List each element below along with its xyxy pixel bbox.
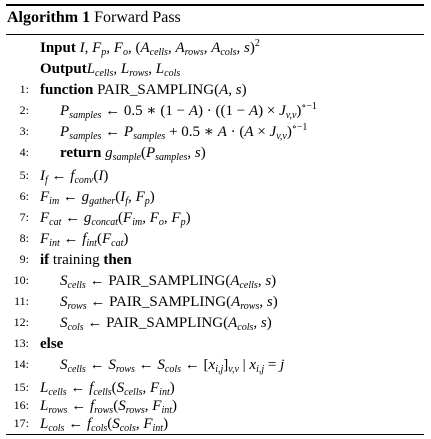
title-rule: [6, 34, 424, 35]
algorithm-line-6: 6: $F_{im}$ ← $g_{gather}(I_f$, $F_p$): [0, 186, 431, 210]
input-line: Input I, $F_p$, $F_o$, ($A_{cells}$, $A_{rows}$, $A_{cols}$, s)$^2$: [40, 38, 260, 58]
line-number: 6:: [19, 189, 29, 203]
algorithm-line-8: 8: $F_{int}$ ← $f_{int}(F_{cat})$: [0, 228, 431, 252]
algorithm-line-11: 11: $S_{rows}$ ← $PAIR\_SAMPLING(A_{rows}$, s): [0, 291, 431, 315]
line-number: 9:: [19, 252, 29, 266]
algorithm-line-16: 16: $L_{rows}$ ← $f_{rows}(S_{rows}$, $F_{int}$): [0, 395, 431, 419]
line-number: 2:: [19, 103, 29, 117]
algorithm-line-2: 2: $P_{samples}$ ← 0.5 ∗ $(1 - A) \cdot ((1 - A) \times J_{v,v})^{\circ-1}$: [0, 100, 431, 124]
algorithm-name: Forward Pass: [94, 9, 181, 26]
algorithm-label: Algorithm 1: [7, 9, 91, 26]
line-number: 10:: [13, 273, 29, 287]
algorithm-line-9: 9: if training then: [0, 249, 431, 273]
line-number: 5:: [19, 168, 29, 182]
algorithm-line-5: 5: $I_f$ ← $f_{conv}(I)$: [0, 165, 431, 189]
line-number: 1:: [19, 82, 29, 96]
line-number: 12:: [13, 315, 29, 329]
line-number: 7:: [19, 210, 29, 224]
top-rule: [6, 4, 424, 6]
algorithm-line-14: 14: $S_{cells}$ ← $S_{rows}$ ← $S_{cols}$ ← $[x_{i,j}]_{v,v}$ | $x_{i,j} = j$: [0, 354, 431, 378]
algorithm-line-4: 4: return $g_{sample}(P_{samples}$, s): [0, 142, 431, 166]
line-number: 4:: [19, 145, 29, 159]
algorithm-line-7: 7: $F_{cat}$ ← $g_{concat}(F_{im}$, $F_o$, $F_p$): [0, 207, 431, 231]
algorithm-line-17: 17: $L_{cols}$ ← $f_{cols}(S_{cols}$, $F_{int}$): [0, 413, 431, 437]
algorithm-line-3: 3: $P_{samples}$ ← $P_{samples} + 0.5$ ∗ $A \cdot (A \times J_{v,v})^{\circ-1}$: [0, 121, 431, 145]
algorithm-line-12: 12: $S_{cols}$ ← $PAIR\_SAMPLING(A_{cols}$, s): [0, 312, 431, 336]
line-number: 15:: [13, 380, 29, 394]
algorithm-line-10: 10: $S_{cells}$ ← $PAIR\_SAMPLING(A_{cells}$, s): [0, 270, 431, 294]
algorithm-line-1: 1: function PAIR_SAMPLING(A, s): [0, 79, 431, 103]
algorithm-title: [7, 9, 181, 27]
line-number: 11:: [14, 294, 29, 308]
line-number: 13:: [13, 336, 29, 350]
line-number: 3:: [19, 124, 29, 138]
algorithm-line-15: 15: $L_{cells}$ ← $f_{cells}(S_{cells}$, $F_{int}$): [0, 377, 431, 401]
line-number: 16:: [13, 398, 29, 412]
line-number: 17:: [13, 416, 29, 430]
line-number: 14:: [13, 357, 29, 371]
algorithm-line-13: 13: else: [0, 333, 431, 357]
line-number: 8:: [19, 231, 29, 245]
output-line: OutputL$_{cells}$, $L_{rows}$, $L_{cols}$: [40, 61, 181, 79]
